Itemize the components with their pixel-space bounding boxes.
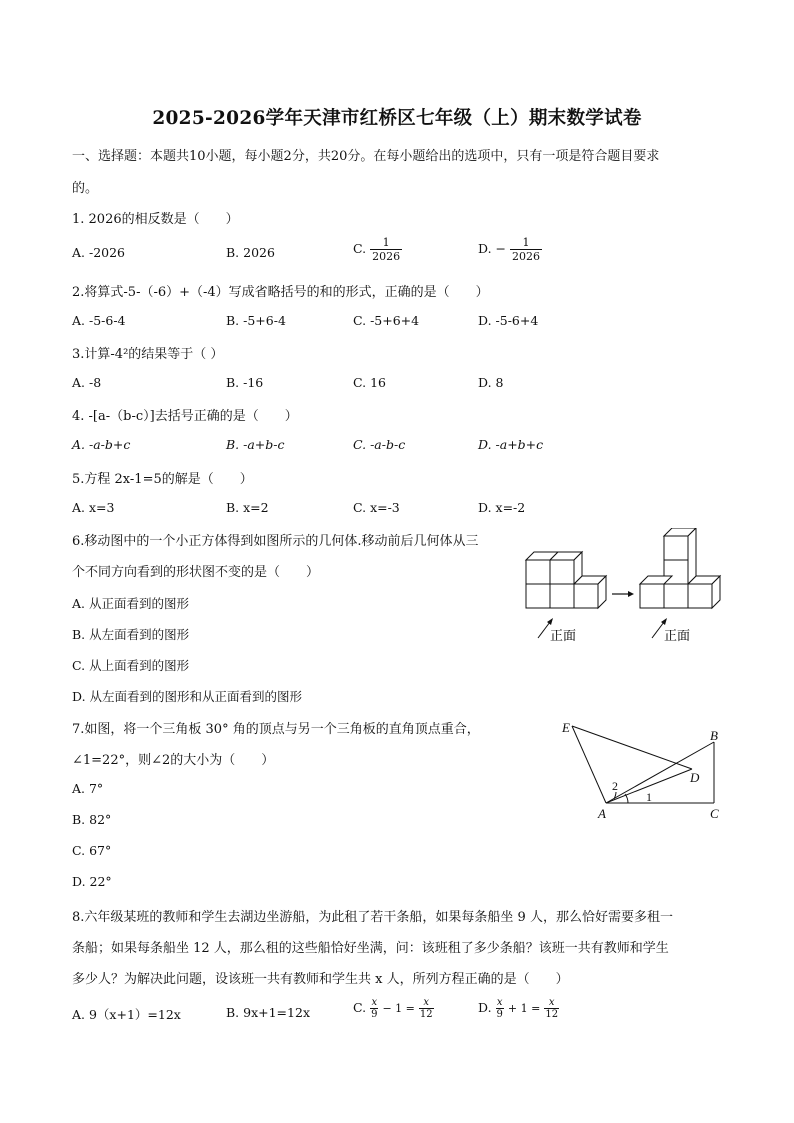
q7-option-b[interactable]: B. 82° [72, 812, 112, 827]
q7-option-a[interactable]: A. 7° [72, 781, 104, 796]
q6-cube-figure [520, 528, 730, 648]
numerator: x [371, 997, 378, 1008]
arrow-head [628, 591, 634, 597]
front-view-arrow-left [538, 622, 550, 638]
section-heading: 一、选择题：本题共10小题，每小题2分，共20分。在每小题给出的选项中，只有一项是符合题目要求 [72, 149, 660, 164]
right-cube-solid [640, 528, 720, 608]
segment-ED [572, 726, 692, 769]
q7-stem-cont: ∠1=22°，则∠2的大小为（ ） [72, 753, 275, 768]
label-E: E [562, 720, 570, 735]
q8-option-d[interactable] [478, 997, 559, 1020]
q8-stem: 8.六年级某班的教师和学生去湖边坐游船，为此租了若干条船，如果每条船坐 9 人，那么恰好需要多租一 [72, 910, 673, 925]
q6-option-c[interactable]: C. 从上面看到的图形 [72, 658, 190, 673]
q8-option-d-label: D. [478, 1000, 492, 1015]
q6-option-a[interactable]: A. 从正面看到的图形 [72, 596, 189, 611]
fraction [370, 997, 378, 1020]
label-C: C [710, 806, 719, 821]
fraction [419, 997, 434, 1020]
numerator: x [496, 997, 503, 1008]
operator: − 1 = [382, 1002, 415, 1015]
q6-stem-cont: 个不同方向看到的形状图不变的是（ ） [72, 565, 320, 580]
q1-option-d-label: D. − [478, 241, 506, 256]
q4-option-b[interactable]: B. -a+b-c [226, 437, 285, 452]
q8-stem-cont1: 条船；如果每条船坐 12 人，那么租的这些船恰好坐满，问：该班租了多少条船？该班一共有教师和学生 [72, 941, 669, 956]
q7-option-c[interactable]: C. 67° [72, 843, 112, 858]
q1-option-b[interactable]: B. 2026 [226, 245, 275, 260]
q3-option-b[interactable]: B. -16 [226, 375, 264, 390]
q8-stem-cont2: 多少人？为解决此问题，设该班一共有教师和学生共 x 人，所列方程正确的是（ ） [72, 972, 569, 987]
q2-stem: 2.将算式-5-（-6）+（-4）写成省略括号的和的形式，正确的是（ ） [72, 285, 489, 300]
q7-triangle-figure [556, 712, 734, 824]
denominator: 12 [545, 1009, 559, 1020]
q8-option-c[interactable] [353, 997, 434, 1020]
q1-option-d[interactable] [478, 236, 542, 263]
fraction [544, 997, 559, 1020]
q1-option-c-label: C. [353, 241, 367, 256]
numerator: x [544, 997, 559, 1009]
q3-stem: 3.计算-4²的结果等于（ ） [72, 347, 224, 362]
q4-option-d[interactable]: D. -a+b+c [478, 437, 544, 452]
label-angle2: 2 [612, 779, 618, 793]
q3-option-d[interactable]: D. 8 [478, 375, 504, 390]
q2-option-c[interactable]: C. -5+6+4 [353, 313, 420, 328]
operator: + 1 = [507, 1002, 541, 1015]
q8-option-c-label: C. [353, 1000, 367, 1015]
denominator: 9 [371, 1009, 378, 1020]
q2-option-b[interactable]: B. -5+6-4 [226, 313, 286, 328]
fraction [496, 997, 504, 1020]
q8-option-b[interactable]: B. 9x+1=12x [226, 1005, 310, 1020]
arrow-head-right [661, 618, 667, 625]
q3-option-a[interactable]: A. -8 [72, 375, 102, 390]
label-D: D [690, 770, 700, 785]
q4-option-a[interactable]: A. -a-b+c [72, 437, 131, 452]
q1-option-d-fraction [510, 236, 542, 263]
arrow-head-left [547, 618, 553, 625]
q1-option-c[interactable] [353, 236, 402, 263]
q5-option-c[interactable]: C. x=-3 [353, 500, 400, 515]
label-B: B [710, 728, 718, 743]
q2-option-a[interactable]: A. -5-6-4 [72, 313, 126, 328]
segment-EA [572, 726, 606, 803]
label-A: A [598, 806, 606, 821]
q8-option-a[interactable]: A. 9（x+1）=12x [72, 1007, 181, 1022]
q7-option-d[interactable]: D. 22° [72, 874, 112, 889]
q6-option-b[interactable]: B. 从左面看到的图形 [72, 627, 190, 642]
q3-option-c[interactable]: C. 16 [353, 375, 386, 390]
q1-stem: 1. 2026的相反数是（ ） [72, 212, 239, 227]
front-view-arrow-right [652, 622, 664, 638]
q4-option-c[interactable]: C. -a-b-c [353, 437, 406, 452]
q2-option-d[interactable]: D. -5-6+4 [478, 313, 539, 328]
left-cube-solid [526, 552, 606, 608]
q5-option-a[interactable]: A. x=3 [72, 500, 115, 515]
denominator: 12 [419, 1009, 433, 1020]
q5-stem: 5.方程 2x-1=5的解是（ ） [72, 472, 253, 487]
denominator: 9 [496, 1009, 503, 1020]
label-angle1: 1 [646, 790, 652, 804]
numerator: 1 [370, 236, 402, 250]
q6-option-d[interactable]: D. 从左面看到的图形和从正面看到的图形 [72, 689, 303, 704]
section-heading-cont: 的。 [72, 181, 99, 196]
q1-option-c-fraction [370, 236, 402, 263]
front-label-right: 正面 [664, 628, 691, 643]
q5-option-b[interactable]: B. x=2 [226, 500, 269, 515]
numerator: x [419, 997, 434, 1009]
q6-stem: 6.移动图中的一个小正方体得到如图所示的几何体.移动前后几何体从三 [72, 534, 479, 549]
page-title: 2025-2026学年天津市红桥区七年级（上）期末数学试卷 [152, 108, 642, 129]
numerator: 1 [510, 236, 542, 250]
q7-stem: 7.如图，将一个三角板 30° 角的顶点与另一个三角板的直角顶点重合， [72, 722, 480, 737]
denominator: 2026 [372, 250, 401, 263]
denominator: 2026 [511, 250, 540, 263]
q1-option-a[interactable]: A. -2026 [72, 245, 126, 260]
q4-stem: 4. -[a-（b-c）]去括号正确的是（ ） [72, 409, 298, 424]
front-label-left: 正面 [550, 628, 577, 643]
q5-option-d[interactable]: D. x=-2 [478, 500, 526, 515]
